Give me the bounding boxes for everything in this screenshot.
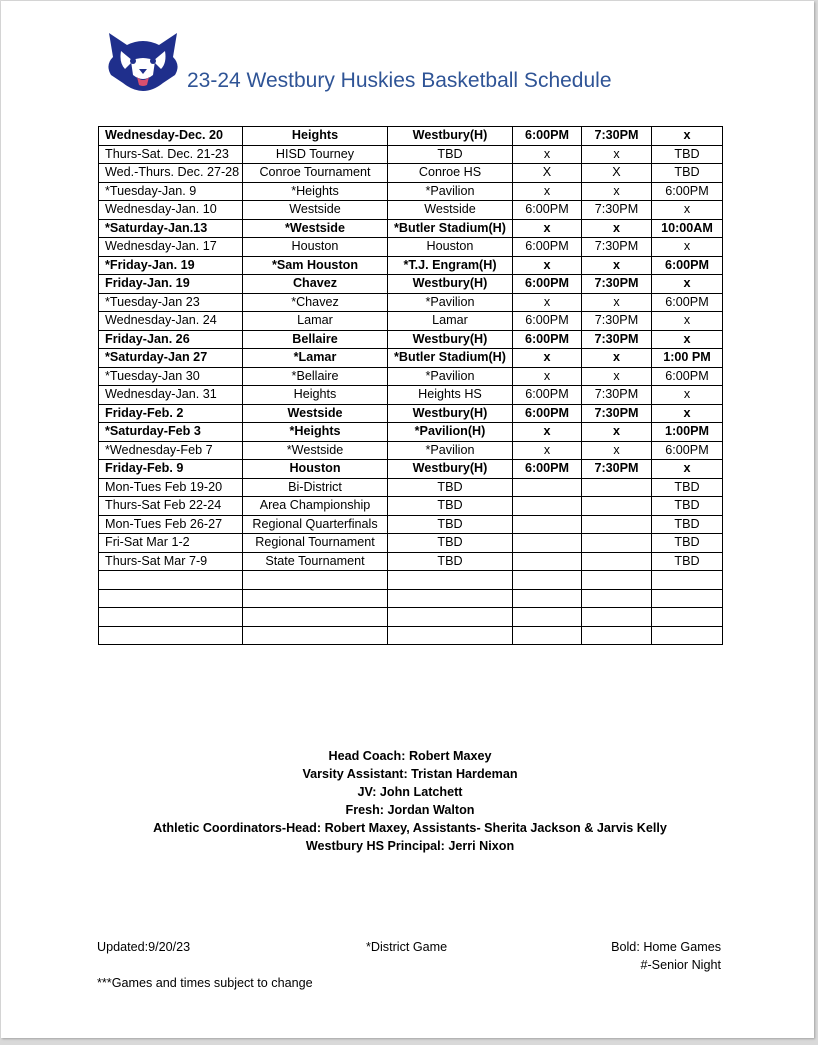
opponent-cell: Westside: [243, 404, 388, 423]
table-row-empty: [99, 608, 723, 627]
empty-cell: [388, 571, 513, 590]
time-jv-cell: x: [582, 367, 652, 386]
time-jv-cell: 7:30PM: [582, 460, 652, 479]
time-fresh-cell: 6:00PM: [513, 312, 582, 331]
staff-line: Fresh: Jordan Walton: [345, 803, 475, 817]
table-row: [99, 238, 723, 257]
time-varsity-cell: TBD: [652, 164, 723, 183]
location-cell: Westbury(H): [388, 330, 513, 349]
time-varsity-cell: TBD: [652, 552, 723, 571]
time-varsity-cell: x: [652, 238, 723, 257]
game-date-cell: *Tuesday-Jan. 9: [99, 182, 243, 201]
opponent-cell: Bellaire: [243, 330, 388, 349]
time-varsity-cell: TBD: [652, 497, 723, 516]
location-cell: *Pavilion: [388, 441, 513, 460]
time-jv-cell: x: [582, 293, 652, 312]
time-fresh-cell: [513, 478, 582, 497]
location-cell: TBD: [388, 145, 513, 164]
game-date-cell: Wednesday-Jan. 31: [99, 386, 243, 405]
game-date-cell: Wednesday-Dec. 20: [99, 127, 243, 146]
opponent-cell: *Westside: [243, 441, 388, 460]
time-varsity-cell: TBD: [652, 145, 723, 164]
game-date-cell: *Saturday-Jan.13: [99, 219, 243, 238]
game-date-cell: Mon-Tues Feb 19-20: [99, 478, 243, 497]
table-row-empty: [99, 589, 723, 608]
game-date-cell: *Saturday-Jan 27: [99, 349, 243, 368]
time-fresh-cell: x: [513, 423, 582, 442]
time-fresh-cell: [513, 552, 582, 571]
table-row: [99, 404, 723, 423]
opponent-cell: State Tournament: [243, 552, 388, 571]
game-date-cell: Thurs-Sat. Dec. 21-23: [99, 145, 243, 164]
time-varsity-cell: 1:00 PM: [652, 349, 723, 368]
game-date-cell: *Wednesday-Feb 7: [99, 441, 243, 460]
location-cell: *Pavilion(H): [388, 423, 513, 442]
opponent-cell: Regional Quarterfinals: [243, 515, 388, 534]
time-varsity-cell: x: [652, 460, 723, 479]
time-fresh-cell: 6:00PM: [513, 238, 582, 257]
time-varsity-cell: x: [652, 404, 723, 423]
time-jv-cell: x: [582, 256, 652, 275]
opponent-cell: *Heights: [243, 423, 388, 442]
location-cell: TBD: [388, 478, 513, 497]
home-games-note: Bold: Home Games: [611, 940, 721, 954]
empty-cell: [243, 589, 388, 608]
location-cell: Westbury(H): [388, 404, 513, 423]
time-varsity-cell: x: [652, 127, 723, 146]
game-date-cell: *Friday-Jan. 19: [99, 256, 243, 275]
empty-cell: [243, 571, 388, 590]
table-row: [99, 515, 723, 534]
opponent-cell: Bi-District: [243, 478, 388, 497]
time-fresh-cell: 6:00PM: [513, 460, 582, 479]
time-fresh-cell: x: [513, 256, 582, 275]
opponent-cell: *Westside: [243, 219, 388, 238]
time-fresh-cell: x: [513, 367, 582, 386]
game-date-cell: Wednesday-Jan. 24: [99, 312, 243, 331]
time-fresh-cell: x: [513, 349, 582, 368]
empty-cell: [652, 626, 723, 645]
table-row: [99, 367, 723, 386]
game-date-cell: Mon-Tues Feb 26-27: [99, 515, 243, 534]
opponent-cell: Regional Tournament: [243, 534, 388, 553]
time-fresh-cell: X: [513, 164, 582, 183]
opponent-cell: Heights: [243, 386, 388, 405]
time-jv-cell: x: [582, 423, 652, 442]
time-varsity-cell: 6:00PM: [652, 293, 723, 312]
game-date-cell: Wed.-Thurs. Dec. 27-28: [99, 164, 243, 183]
time-varsity-cell: TBD: [652, 515, 723, 534]
time-fresh-cell: x: [513, 145, 582, 164]
empty-cell: [99, 571, 243, 590]
opponent-cell: *Bellaire: [243, 367, 388, 386]
location-cell: *Butler Stadium(H): [388, 349, 513, 368]
game-date-cell: Friday-Jan. 26: [99, 330, 243, 349]
time-jv-cell: x: [582, 145, 652, 164]
updated-date: Updated:9/20/23: [97, 940, 191, 954]
location-cell: TBD: [388, 497, 513, 516]
time-fresh-cell: x: [513, 441, 582, 460]
table-row: [99, 552, 723, 571]
time-fresh-cell: [513, 497, 582, 516]
table-row: [99, 127, 723, 146]
location-cell: TBD: [388, 534, 513, 553]
location-cell: Conroe HS: [388, 164, 513, 183]
opponent-cell: Area Championship: [243, 497, 388, 516]
time-jv-cell: 7:30PM: [582, 238, 652, 257]
opponent-cell: *Chavez: [243, 293, 388, 312]
game-date-cell: Wednesday-Jan. 17: [99, 238, 243, 257]
location-cell: Westside: [388, 201, 513, 220]
location-cell: Westbury(H): [388, 127, 513, 146]
empty-cell: [513, 626, 582, 645]
table-row: [99, 201, 723, 220]
game-date-cell: Friday-Jan. 19: [99, 275, 243, 294]
time-fresh-cell: [513, 515, 582, 534]
empty-cell: [582, 589, 652, 608]
empty-cell: [513, 571, 582, 590]
game-date-cell: Thurs-Sat Feb 22-24: [99, 497, 243, 516]
game-date-cell: *Tuesday-Jan 30: [99, 367, 243, 386]
game-date-cell: Wednesday-Jan. 10: [99, 201, 243, 220]
schedule-table: [98, 126, 723, 645]
time-jv-cell: [582, 534, 652, 553]
location-cell: Westbury(H): [388, 460, 513, 479]
empty-cell: [388, 626, 513, 645]
empty-cell: [652, 571, 723, 590]
empty-cell: [582, 626, 652, 645]
time-varsity-cell: 6:00PM: [652, 182, 723, 201]
table-row: [99, 534, 723, 553]
table-row: [99, 219, 723, 238]
time-fresh-cell: 6:00PM: [513, 330, 582, 349]
opponent-cell: *Lamar: [243, 349, 388, 368]
staff-line: Head Coach: Robert Maxey: [328, 749, 492, 763]
time-varsity-cell: TBD: [652, 478, 723, 497]
opponent-cell: Chavez: [243, 275, 388, 294]
empty-cell: [652, 589, 723, 608]
table-row: [99, 386, 723, 405]
game-date-cell: Fri-Sat Mar 1-2: [99, 534, 243, 553]
table-row: [99, 293, 723, 312]
time-fresh-cell: 6:00PM: [513, 386, 582, 405]
location-cell: *Butler Stadium(H): [388, 219, 513, 238]
table-row: [99, 182, 723, 201]
game-date-cell: Friday-Feb. 9: [99, 460, 243, 479]
table-row: [99, 497, 723, 516]
table-row: [99, 330, 723, 349]
time-jv-cell: x: [582, 182, 652, 201]
time-varsity-cell: x: [652, 312, 723, 331]
time-jv-cell: x: [582, 441, 652, 460]
time-jv-cell: 7:30PM: [582, 275, 652, 294]
time-jv-cell: 7:30PM: [582, 201, 652, 220]
location-cell: *Pavilion: [388, 182, 513, 201]
senior-night-note: #-Senior Night: [640, 958, 721, 972]
empty-cell: [582, 571, 652, 590]
time-jv-cell: 7:30PM: [582, 330, 652, 349]
opponent-cell: Heights: [243, 127, 388, 146]
page-title: 23-24 Westbury Huskies Basketball Schedule: [187, 69, 612, 92]
opponent-cell: *Sam Houston: [243, 256, 388, 275]
time-jv-cell: [582, 552, 652, 571]
empty-cell: [582, 608, 652, 627]
table-row-empty: [99, 571, 723, 590]
table-row: [99, 478, 723, 497]
empty-cell: [243, 608, 388, 627]
table-row: [99, 423, 723, 442]
time-jv-cell: 7:30PM: [582, 127, 652, 146]
table-row: [99, 460, 723, 479]
time-fresh-cell: x: [513, 293, 582, 312]
opponent-cell: Houston: [243, 238, 388, 257]
table-row: [99, 145, 723, 164]
table-row: [99, 349, 723, 368]
time-fresh-cell: 6:00PM: [513, 201, 582, 220]
empty-cell: [99, 626, 243, 645]
district-game-note: *District Game: [366, 940, 448, 954]
time-fresh-cell: x: [513, 182, 582, 201]
table-row: [99, 164, 723, 183]
staff-line: Varsity Assistant: Tristan Hardeman: [302, 767, 518, 781]
table-row: [99, 256, 723, 275]
location-cell: Heights HS: [388, 386, 513, 405]
time-fresh-cell: [513, 534, 582, 553]
table-row: [99, 275, 723, 294]
table-row-empty: [99, 626, 723, 645]
location-cell: TBD: [388, 552, 513, 571]
time-jv-cell: x: [582, 349, 652, 368]
time-jv-cell: 7:30PM: [582, 312, 652, 331]
table-row: [99, 441, 723, 460]
game-date-cell: Friday-Feb. 2: [99, 404, 243, 423]
empty-cell: [388, 608, 513, 627]
empty-cell: [513, 608, 582, 627]
location-cell: *Pavilion: [388, 367, 513, 386]
time-varsity-cell: 10:00AM: [652, 219, 723, 238]
staff-list: [98, 747, 722, 855]
location-cell: Westbury(H): [388, 275, 513, 294]
schedule-page: [1, 1, 814, 1038]
location-cell: Houston: [388, 238, 513, 257]
time-fresh-cell: x: [513, 219, 582, 238]
time-varsity-cell: x: [652, 330, 723, 349]
time-varsity-cell: x: [652, 275, 723, 294]
opponent-cell: *Heights: [243, 182, 388, 201]
time-jv-cell: X: [582, 164, 652, 183]
empty-cell: [513, 589, 582, 608]
empty-cell: [652, 608, 723, 627]
empty-cell: [99, 608, 243, 627]
staff-line: JV: John Latchett: [357, 785, 463, 799]
change-disclaimer: ***Games and times subject to change: [97, 976, 313, 990]
time-jv-cell: 7:30PM: [582, 386, 652, 405]
opponent-cell: Conroe Tournament: [243, 164, 388, 183]
time-varsity-cell: TBD: [652, 534, 723, 553]
time-varsity-cell: 6:00PM: [652, 441, 723, 460]
time-varsity-cell: 6:00PM: [652, 256, 723, 275]
opponent-cell: Houston: [243, 460, 388, 479]
time-varsity-cell: x: [652, 201, 723, 220]
empty-cell: [99, 589, 243, 608]
location-cell: Lamar: [388, 312, 513, 331]
time-jv-cell: 7:30PM: [582, 404, 652, 423]
time-varsity-cell: 6:00PM: [652, 367, 723, 386]
time-varsity-cell: 1:00PM: [652, 423, 723, 442]
husky-logo-icon: [103, 31, 183, 93]
staff-line: Westbury HS Principal: Jerri Nixon: [305, 839, 515, 853]
opponent-cell: Lamar: [243, 312, 388, 331]
time-jv-cell: x: [582, 219, 652, 238]
time-jv-cell: [582, 497, 652, 516]
opponent-cell: HISD Tourney: [243, 145, 388, 164]
time-fresh-cell: 6:00PM: [513, 404, 582, 423]
location-cell: *Pavilion: [388, 293, 513, 312]
location-cell: *T.J. Engram(H): [388, 256, 513, 275]
time-varsity-cell: x: [652, 386, 723, 405]
staff-line: Athletic Coordinators-Head: Robert Maxey, Assistants- Sherita Jackson & Jarvis Kelly: [153, 821, 667, 835]
table-row: [99, 312, 723, 331]
time-jv-cell: [582, 515, 652, 534]
time-fresh-cell: 6:00PM: [513, 127, 582, 146]
empty-cell: [243, 626, 388, 645]
game-date-cell: Thurs-Sat Mar 7-9: [99, 552, 243, 571]
time-jv-cell: [582, 478, 652, 497]
time-fresh-cell: 6:00PM: [513, 275, 582, 294]
location-cell: TBD: [388, 515, 513, 534]
empty-cell: [388, 589, 513, 608]
game-date-cell: *Tuesday-Jan 23: [99, 293, 243, 312]
game-date-cell: *Saturday-Feb 3: [99, 423, 243, 442]
opponent-cell: Westside: [243, 201, 388, 220]
